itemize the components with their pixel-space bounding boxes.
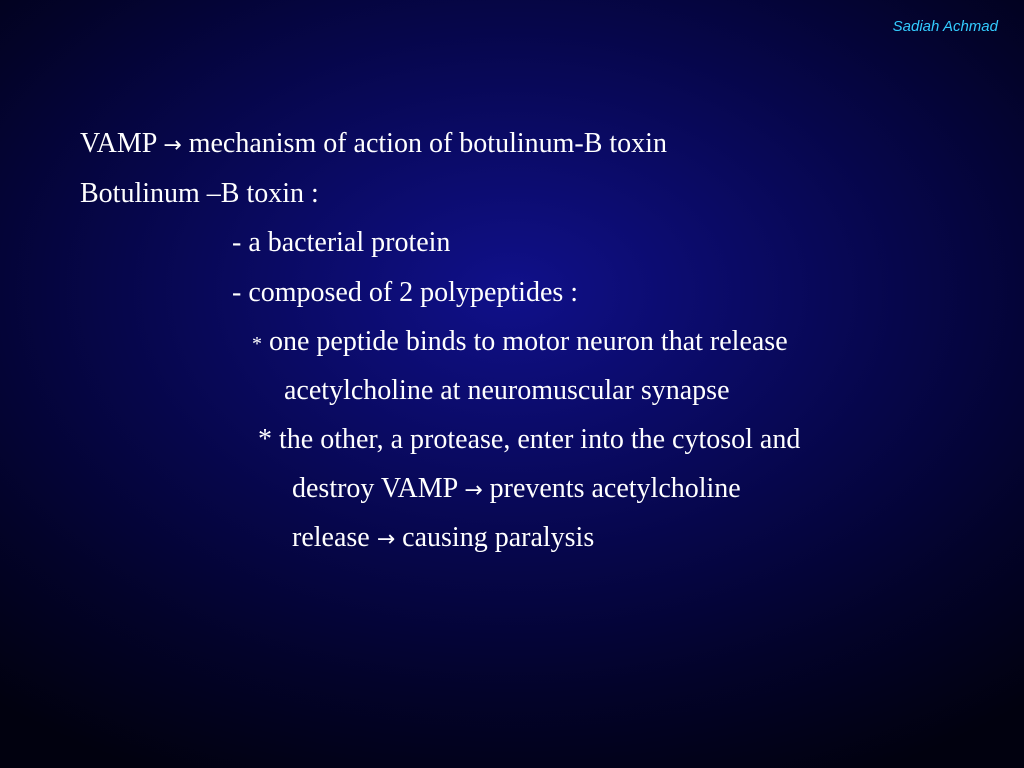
line-vamp-mechanism: [80, 130, 667, 158]
line-causing-paralysis: [292, 524, 594, 552]
line-peptide-binds: [252, 328, 788, 356]
right-arrow-icon: →: [376, 527, 396, 552]
line-text-pre: destroy VAMP: [292, 473, 465, 504]
line-text: one peptide binds to motor neuron that release: [262, 326, 788, 357]
line-text: - a bacterial protein: [232, 227, 451, 258]
line-text: acetylcholine at neuromuscular synapse: [284, 375, 730, 406]
line-text-pre: release: [292, 522, 377, 553]
line-text: - composed of 2 polypeptides :: [232, 277, 579, 308]
line-text-post: mechanism of action of botulinum-B toxin: [181, 128, 667, 159]
line-composed-polypeptides: [232, 279, 578, 307]
line-text: Botulinum –B toxin :: [80, 178, 319, 209]
bullet-star: *: [252, 333, 262, 355]
author-name: Sadiah Achmad: [892, 18, 998, 35]
line-text-post: causing paralysis: [395, 522, 595, 553]
right-arrow-icon: →: [464, 478, 483, 503]
line-destroy-vamp: [292, 475, 741, 503]
line-protease-cytosol: [258, 426, 800, 454]
line-botulinum-heading: [80, 180, 319, 208]
line-text-pre: VAMP: [80, 128, 164, 159]
right-arrow-icon: →: [163, 133, 182, 158]
line-text-post: prevents acetylcholine: [482, 473, 741, 504]
line-bacterial-protein: [232, 229, 450, 257]
line-acetylcholine-synapse: [284, 377, 730, 405]
line-text: * the other, a protease, enter into the cytosol and: [258, 424, 801, 455]
